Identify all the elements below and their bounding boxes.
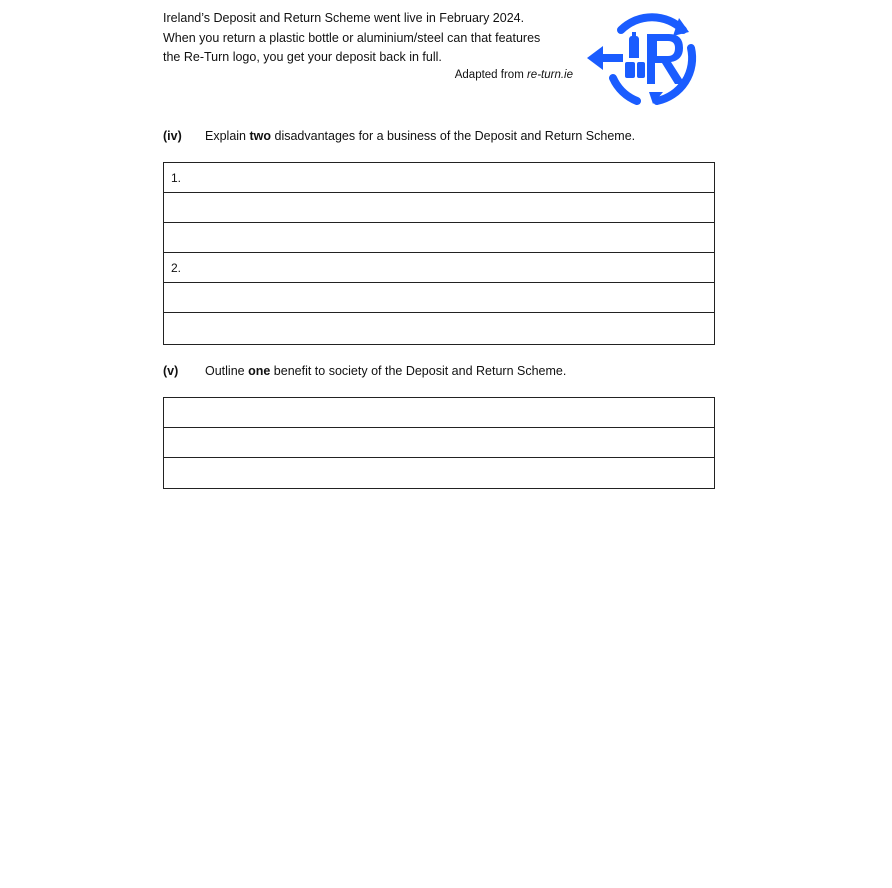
source-prefix: Adapted from — [454, 69, 527, 81]
question-v — [163, 364, 566, 378]
question-iv-text-after: disadvantages for a business of the Deposit and Return Scheme. — [271, 129, 636, 143]
answer-line[interactable] — [164, 428, 714, 458]
answer-line[interactable] — [164, 458, 714, 488]
question-v-number: (v) — [163, 364, 179, 378]
question-iv — [163, 129, 635, 143]
answer-box-v — [163, 397, 715, 489]
question-v-emphasis: one — [248, 364, 271, 378]
answer-line[interactable]: 1. — [164, 163, 714, 193]
answer-box-iv — [163, 162, 715, 345]
answer-line[interactable] — [164, 283, 714, 313]
answer-line[interactable] — [164, 398, 714, 428]
source-credit — [380, 69, 573, 81]
intro-text — [163, 9, 583, 68]
intro-line-1: Ireland’s Deposit and Return Scheme went live in February 2024. — [163, 11, 525, 25]
question-iv-text-before: Explain — [205, 129, 250, 143]
answer-line[interactable] — [164, 223, 714, 253]
question-iv-number: (iv) — [163, 129, 182, 143]
source-site: re-turn.ie — [526, 69, 573, 81]
intro-line-3: the Re-Turn logo, you get your deposit back in full. — [163, 50, 442, 64]
answer-line[interactable] — [164, 313, 714, 343]
question-v-text-before: Outline — [205, 364, 249, 378]
answer-line[interactable] — [164, 193, 714, 223]
answer-line[interactable]: 2. — [164, 253, 714, 283]
question-v-text-after: benefit to society of the Deposit and Return Scheme. — [270, 364, 567, 378]
question-iv-emphasis: two — [249, 129, 272, 143]
re-turn-logo-icon — [585, 8, 707, 108]
intro-line-2: When you return a plastic bottle or aluminium/steel can that features — [163, 30, 541, 45]
